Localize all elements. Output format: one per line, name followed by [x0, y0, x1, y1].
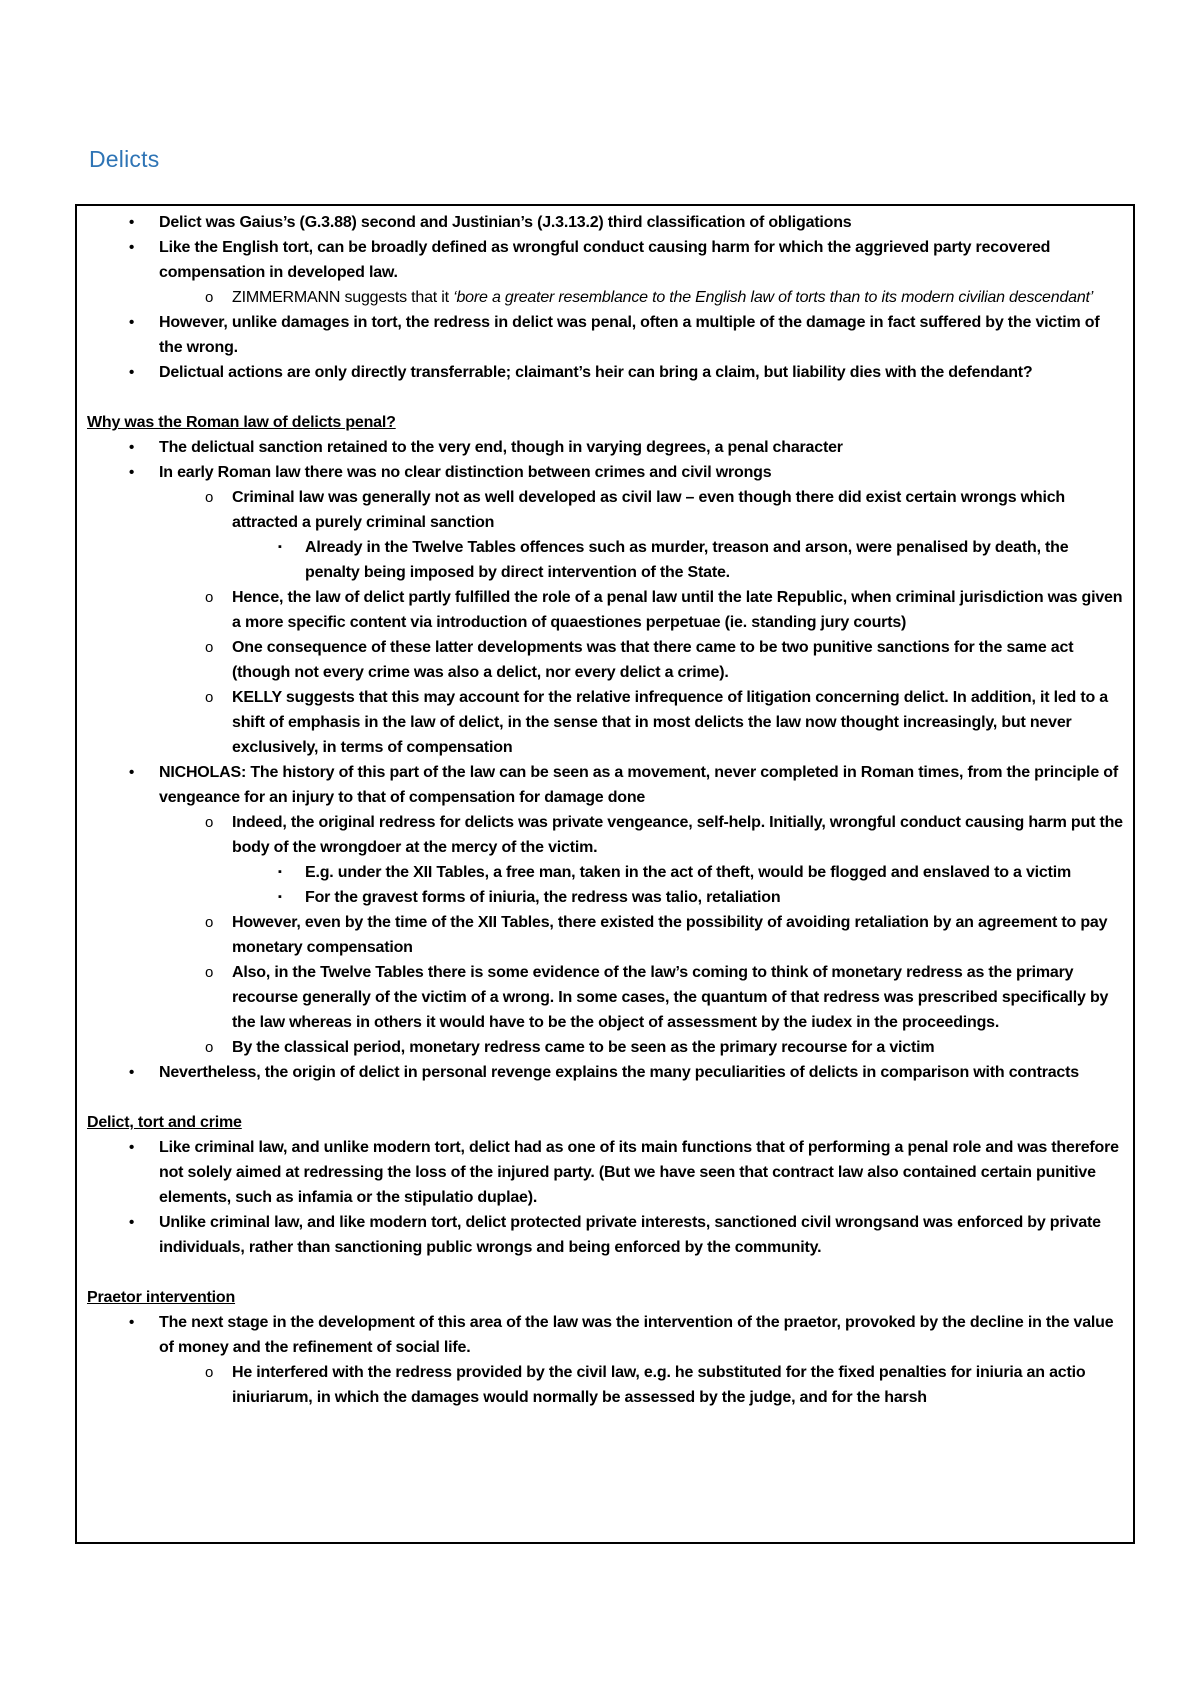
square-marker: ▪ — [278, 541, 282, 553]
circle-marker: o — [205, 1039, 214, 1056]
list-item: • NICHOLAS: The history of this part of the law can be seen as a movement, never completed in Roman times, from the principle of vengeance for an injury to that of compensation for damage done — [87, 760, 1127, 810]
list-item: • Like criminal law, and unlike modern tort, delict had as one of its main functions that of performing a penal role and was therefore not solely aimed at redressing the loss of the injured party. (But we have seen that contract law also contained certain punitive elements, such as infamia or the stipulatio duplae). — [87, 1135, 1127, 1210]
circle-marker: o — [205, 589, 214, 606]
list-item: • Nevertheless, the origin of delict in personal revenge explains the many peculiarities of delicts in comparison with contracts — [87, 1060, 1127, 1085]
praetor-list — [87, 1310, 1127, 1410]
intro-list — [87, 210, 1127, 385]
bullet-marker: • — [129, 1064, 135, 1081]
circle-marker: o — [205, 914, 214, 931]
list-item: o KELLY suggests that this may account for the relative infrequence of litigation concerning delict. In addition, it led to a shift of emphasis in the law of delict, in the sense that in most delicts the law now thought increasingly, but never exclusively, in terms of compensation — [87, 685, 1127, 760]
list-item: ▪ E.g. under the XII Tables, a free man, taken in the act of theft, would be flogged and enslaved to a victim — [87, 860, 1127, 885]
bullet-marker: • — [129, 1314, 135, 1331]
circle-marker: o — [205, 1364, 214, 1381]
section-heading-penal: Why was the Roman law of delicts penal? — [87, 414, 396, 431]
list-item: ▪ Already in the Twelve Tables offences such as murder, treason and arson, were penalised by death, the penalty being imposed by direct intervention of the State. — [87, 535, 1127, 585]
circle-marker: o — [205, 814, 214, 831]
list-item: ▪ For the gravest forms of iniuria, the redress was talio, retaliation — [87, 885, 1127, 910]
bullet-marker: • — [129, 464, 135, 481]
tort-list — [87, 1135, 1127, 1260]
list-item — [87, 285, 1127, 310]
bullet-marker: • — [129, 214, 135, 231]
list-item: • Delict was Gaius’s (G.3.88) second and Justinian’s (J.3.13.2) third classification of obligations — [87, 210, 1127, 235]
section-heading-praetor: Praetor intervention — [87, 1289, 236, 1306]
bullet-marker: • — [129, 1139, 135, 1156]
list-item: o He interfered with the redress provided by the civil law, e.g. he substituted for the fixed penalties for iniuria an actio iniuriarum, in which the damages would normally be assessed by the judge, and for the harsh — [87, 1360, 1127, 1410]
list-item: • However, unlike damages in tort, the redress in delict was penal, often a multiple of the damage in fact suffered by the victim of the wrong. — [87, 310, 1127, 360]
list-item: o By the classical period, monetary redress came to be seen as the primary recourse for a victim — [87, 1035, 1127, 1060]
list-item: o However, even by the time of the XII Tables, there existed the possibility of avoiding retaliation by an agreement to pay monetary compensation — [87, 910, 1127, 960]
circle-marker: o — [205, 964, 214, 981]
page-title: Delicts — [89, 146, 160, 172]
list-item: o One consequence of these latter developments was that there came to be two punitive sanctions for the same act (though not every crime was also a delict, nor every delict a crime). — [87, 635, 1127, 685]
bullet-marker: • — [129, 764, 135, 781]
square-marker: ▪ — [278, 891, 282, 903]
zimmermann-name: ZIMMERMANN suggests that it — [232, 289, 454, 306]
bullet-marker: • — [129, 364, 135, 381]
list-item: o Also, in the Twelve Tables there is some evidence of the law’s coming to think of monetary redress as the primary recourse generally of the victim of a wrong. In some cases, the quantum of that redress was prescribed specifically by the law whereas in others it would have to be the object of assessment by the iudex in the proceedings. — [87, 960, 1127, 1035]
penal-list — [87, 435, 1127, 1085]
circle-marker: o — [205, 689, 214, 706]
circle-marker: o — [205, 489, 214, 506]
list-item: o Indeed, the original redress for delicts was private vengeance, self-help. Initially, wrongful conduct causing harm put the body of the wrongdoer at the mercy of the victim. — [87, 810, 1127, 860]
bullet-marker: • — [129, 439, 135, 456]
list-item: o Hence, the law of delict partly fulfilled the role of a penal law until the late Republic, when criminal jurisdiction was given a more specific content via introduction of quaestiones perpetuae (ie. standing jury courts) — [87, 585, 1127, 635]
zimmermann-quote: ‘bore a greater resemblance to the English law of torts than to its modern civilian descendant’ — [453, 289, 1094, 306]
square-marker: ▪ — [278, 866, 282, 878]
circle-marker: o — [205, 639, 214, 656]
content-box — [75, 204, 1135, 1544]
list-item: o Criminal law was generally not as well developed as civil law – even though there did exist certain wrongs which attracted a purely criminal sanction — [87, 485, 1127, 535]
section-heading-tort: Delict, tort and crime — [87, 1114, 242, 1131]
list-item: • In early Roman law there was no clear distinction between crimes and civil wrongs — [87, 460, 1127, 485]
bullet-marker: • — [129, 239, 135, 256]
bullet-marker: • — [129, 314, 135, 331]
circle-marker: o — [205, 289, 214, 306]
list-item: • Unlike criminal law, and like modern tort, delict protected private interests, sanctioned civil wrongsand was enforced by private individuals, rather than sanctioning public wrongs and being enforced by the community. — [87, 1210, 1127, 1260]
list-item: • The delictual sanction retained to the very end, though in varying degrees, a penal character — [87, 435, 1127, 460]
bullet-marker: • — [129, 1214, 135, 1231]
list-item: • The next stage in the development of this area of the law was the intervention of the praetor, provoked by the decline in the value of money and the refinement of social life. — [87, 1310, 1127, 1360]
list-item: • Delictual actions are only directly transferrable; claimant’s heir can bring a claim, but liability dies with the defendant? — [87, 360, 1127, 385]
list-item: • Like the English tort, can be broadly defined as wrongful conduct causing harm for which the aggrieved party recovered compensation in developed law. — [87, 235, 1127, 285]
